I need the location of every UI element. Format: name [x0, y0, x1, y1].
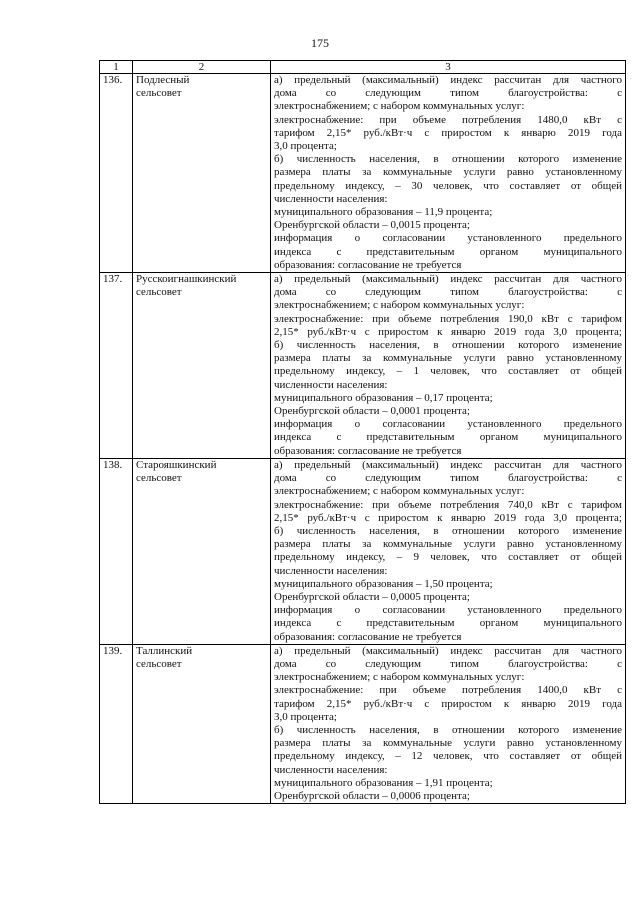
description-line: Оренбургской области – 0,0005 процента; — [274, 590, 470, 603]
description-line: информация о согласовании установленного предельного — [274, 232, 622, 245]
municipality-name-line: Старояшкинский — [136, 458, 217, 471]
description-line: электроснабжение: при объеме потребления 1480,0 кВт с — [274, 113, 622, 126]
description-line: тарифом 2,15* руб./кВт·ч с приростом к январю 2019 года — [274, 697, 622, 710]
column-header-1: 1 — [100, 61, 133, 74]
page-number: 175 — [311, 36, 329, 50]
table-row — [100, 273, 626, 459]
description-line: образования: согласование не требуется — [274, 630, 462, 643]
description-line: дома со следующим типом благоустройства: с — [274, 472, 622, 485]
table-row — [100, 74, 626, 273]
description-line: б) численность населения, в отношении которого изменение — [274, 339, 622, 352]
description-line: размера платы за коммунальные услуги равно установленному — [274, 166, 622, 179]
document-table — [99, 60, 626, 804]
municipality-name-line: сельсовет — [136, 657, 182, 670]
description-line: информация о согласовании установленного предельного — [274, 604, 622, 617]
description-line: численности населения: — [274, 378, 388, 391]
municipality-name-line: сельсовет — [136, 286, 182, 299]
description-line: муниципального образования – 1,50 процента; — [274, 577, 493, 590]
description-line: муниципального образования – 11,9 процента; — [274, 206, 493, 219]
table-row — [100, 644, 626, 803]
description-line: муниципального образования – 0,17 процента; — [274, 391, 493, 404]
description-line: численности населения: — [274, 763, 388, 776]
index-description — [271, 458, 626, 644]
municipality-name-line: Русскоигнашкинский — [136, 273, 237, 286]
description-line: электроснабжение: при объеме потребления 1400,0 кВт с — [274, 684, 622, 697]
description-line: б) численность населения, в отношении которого изменение — [274, 153, 622, 166]
description-line: дома со следующим типом благоустройства: с — [274, 657, 622, 670]
description-line: информация о согласовании установленного предельного — [274, 418, 622, 431]
municipality-name-line: сельсовет — [136, 472, 182, 485]
description-line: 3,0 процента; — [274, 140, 337, 153]
index-description — [271, 273, 626, 459]
description-line: б) численность населения, в отношении которого изменение — [274, 723, 622, 736]
description-line: электроснабжением; с набором коммунальных услуг: — [274, 100, 525, 113]
row-number: 136. — [100, 74, 133, 273]
description-line: а) предельный (максимальный) индекс рассчитан для частного — [274, 273, 622, 286]
description-line: Оренбургской области – 0,0001 процента; — [274, 405, 470, 418]
description-line: 3,0 процента; — [274, 710, 337, 723]
description-line: а) предельный (максимальный) индекс рассчитан для частного — [274, 644, 622, 657]
description-line: электроснабжением; с набором коммунальных услуг: — [274, 671, 525, 684]
description-line: Оренбургской области – 0,0015 процента; — [274, 219, 470, 232]
description-line: размера платы за коммунальные услуги равно установленному — [274, 538, 622, 551]
description-line: б) численность населения, в отношении которого изменение — [274, 524, 622, 537]
description-line: размера платы за коммунальные услуги равно установленному — [274, 352, 622, 365]
description-line: размера платы за коммунальные услуги равно установленному — [274, 737, 622, 750]
municipality-name — [133, 74, 271, 273]
description-line: численности населения: — [274, 192, 388, 205]
index-description — [271, 644, 626, 803]
description-line: предельному индексу, – 1 человек, что составляет от общей — [274, 365, 622, 378]
row-number: 137. — [100, 273, 133, 459]
description-line: электроснабжением; с набором коммунальных услуг: — [274, 299, 525, 312]
municipality-name-line: Подлесный — [136, 74, 190, 86]
description-line: электроснабжение: при объеме потребления 740,0 кВт с тарифом — [274, 498, 622, 511]
description-line: индекса с представительным органом муниципального — [274, 431, 622, 444]
description-line: предельному индексу, – 30 человек, что составляет от общей — [274, 179, 622, 192]
description-line: предельному индексу, – 12 человек, что составляет от общей — [274, 750, 622, 763]
description-line: а) предельный (максимальный) индекс рассчитан для частного — [274, 458, 622, 471]
description-line: образования: согласование не требуется — [274, 444, 462, 457]
municipality-name-line: сельсовет — [136, 87, 182, 100]
municipality-name — [133, 458, 271, 644]
description-line: дома со следующим типом благоустройства: с — [274, 87, 622, 100]
description-line: 2,15* руб./кВт·ч с приростом к январю 2019 года 3,0 процента; — [274, 511, 622, 524]
description-line: предельному индексу, – 9 человек, что составляет от общей — [274, 551, 622, 564]
description-line: тарифом 2,15* руб./кВт·ч с приростом к январю 2019 года — [274, 126, 622, 139]
description-line: 2,15* руб./кВт·ч с приростом к январю 2019 года 3,0 процента; — [274, 325, 622, 338]
description-line: электроснабжением; с набором коммунальных услуг: — [274, 485, 525, 498]
row-number: 138. — [100, 458, 133, 644]
index-description — [271, 74, 626, 273]
row-number: 139. — [100, 644, 133, 803]
description-line: муниципального образования – 1,91 процента; — [274, 776, 493, 789]
description-line: дома со следующим типом благоустройства: с — [274, 286, 622, 299]
description-line: образования: согласование не требуется — [274, 258, 462, 271]
table-row — [100, 458, 626, 644]
column-header-2: 2 — [133, 61, 271, 74]
description-line: численности населения: — [274, 564, 388, 577]
description-line: Оренбургской области – 0,0006 процента; — [274, 789, 470, 802]
municipality-name — [133, 644, 271, 803]
column-header-3: 3 — [271, 61, 626, 74]
description-line: а) предельный (максимальный) индекс рассчитан для частного — [274, 74, 622, 86]
description-line: индекса с представительным органом муниципального — [274, 617, 622, 630]
description-line: электроснабжение: при объеме потребления 190,0 кВт с тарифом — [274, 312, 622, 325]
municipality-name — [133, 273, 271, 459]
municipality-name-line: Таллинский — [136, 644, 193, 657]
table-header-row — [100, 61, 626, 74]
description-line: индекса с представительным органом муниципального — [274, 245, 622, 258]
